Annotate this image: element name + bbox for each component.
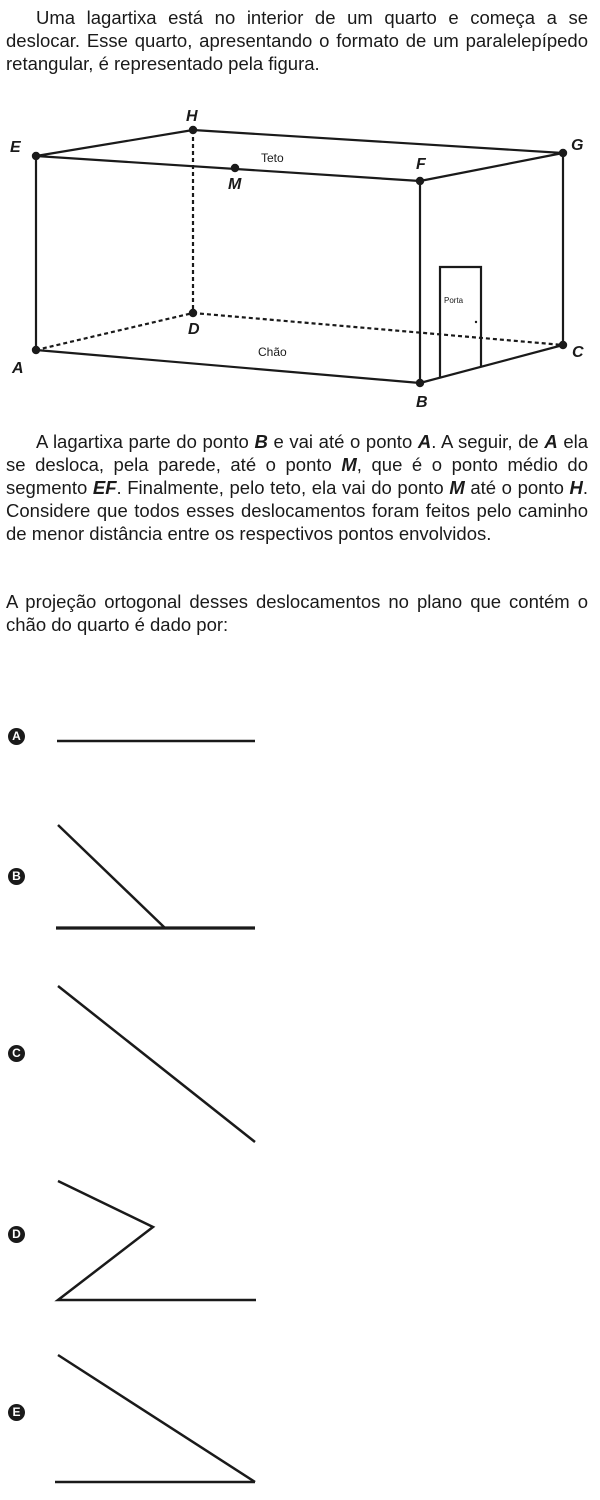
room-figure <box>0 100 600 420</box>
edge-EH <box>36 130 193 156</box>
label-G: G <box>571 137 584 154</box>
edge-FG <box>420 153 563 181</box>
edge-AD <box>36 313 193 350</box>
label-E: E <box>10 139 21 156</box>
label-M: M <box>228 176 242 193</box>
door-knob <box>475 321 477 323</box>
option-a-badge[interactable]: A <box>8 728 25 745</box>
door <box>440 267 481 378</box>
label-C: C <box>572 344 584 361</box>
option-c-figure[interactable] <box>0 970 300 1170</box>
label-porta: Porta <box>444 296 464 305</box>
option-b-badge[interactable]: B <box>8 868 25 885</box>
movement-paragraph: A lagartixa parte do ponto B e vai até o ponto A. A seguir, de A ela se desloca, pela parede, até o ponto M, que é o ponto médio do segmento EF. Finalmente, pelo teto, ela vai do ponto M até o ponto H. Considere que todos esses deslocamentos foram feitos pelo caminho de menor distância entre os respectivos pontos envolvidos. <box>6 431 589 544</box>
edge-HG <box>193 130 563 153</box>
option-a-figure[interactable] <box>0 700 300 780</box>
option-e-figure[interactable] <box>0 1340 300 1500</box>
option-e-badge[interactable]: E <box>8 1404 25 1421</box>
option-b-figure[interactable] <box>0 810 300 950</box>
edge-BC <box>420 345 563 383</box>
option-d-figure[interactable] <box>0 1170 300 1310</box>
label-B: B <box>416 394 428 411</box>
option-d-badge[interactable]: D <box>8 1226 25 1243</box>
label-H: H <box>186 108 198 125</box>
question-paragraph: A projeção ortogonal desses deslocamentos no plano que contém o chão do quarto é dado por: <box>6 591 588 635</box>
intro-paragraph: Uma lagartixa está no interior de um quarto e começa a se deslocar. Esse quarto, apresentando o formato de um paralelepípedo retangular, é representado pela figura. <box>6 7 588 74</box>
label-chao: Chão <box>258 345 287 359</box>
option-c-badge[interactable]: C <box>8 1045 25 1062</box>
label-A: A <box>12 360 24 377</box>
label-D: D <box>188 321 200 338</box>
label-teto: Teto <box>261 151 284 165</box>
label-F: F <box>416 156 426 173</box>
edge-DC <box>193 313 563 345</box>
edge-AB <box>36 350 420 383</box>
